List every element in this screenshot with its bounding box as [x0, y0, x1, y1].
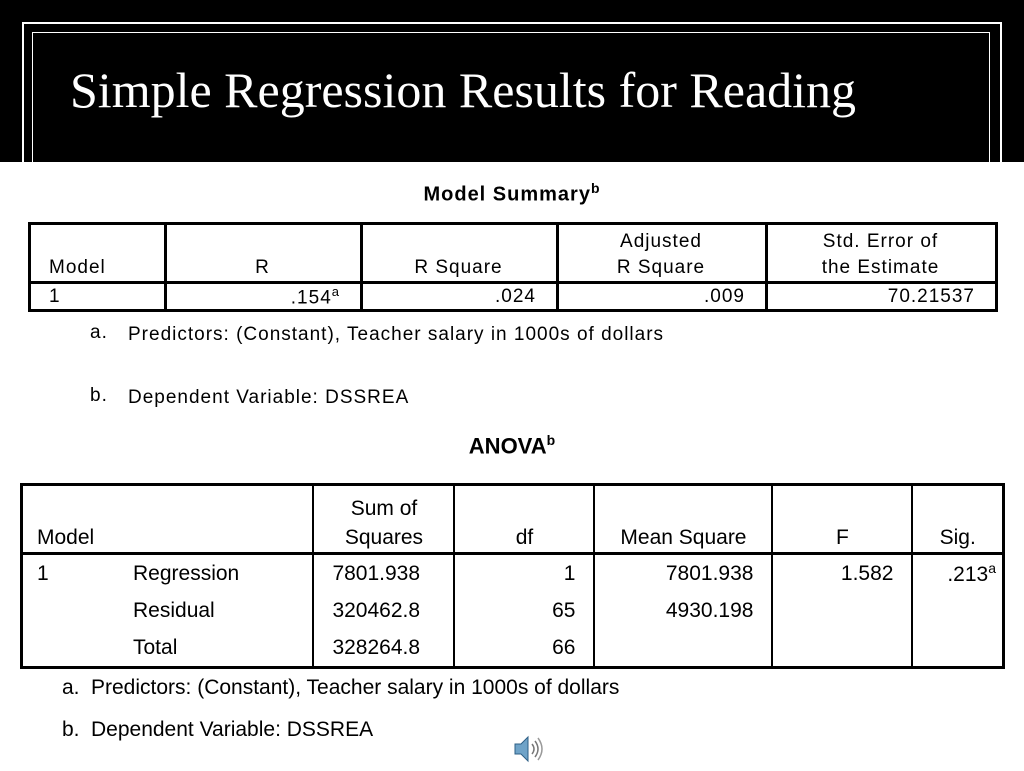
header-f: F: [772, 485, 912, 554]
cell-source: Residual: [133, 598, 215, 622]
header-model: Model: [22, 485, 314, 554]
table-row: [22, 629, 1004, 668]
header-model: Model: [30, 224, 166, 283]
cell-std-error: 70.21537: [767, 283, 997, 311]
model-summary-table: [28, 222, 998, 312]
cell-f: [772, 629, 912, 668]
header-mean-square: Mean Square: [594, 485, 772, 554]
model-summary-title: Model Summary$^b$: [423, 180, 601, 206]
cell-r: .154$^a$: [166, 283, 362, 311]
cell-sum-of-squares: 7801.938: [313, 554, 454, 593]
table-row: [22, 592, 1004, 629]
cell-f: [772, 592, 912, 629]
cell-source: Regression: [133, 561, 240, 585]
table-row: [22, 554, 1004, 593]
anova-title: ANOVA$^b$: [468, 432, 556, 459]
cell-df: 66: [454, 629, 594, 668]
slide-title: Simple Regression Results for Reading: [70, 62, 857, 118]
anova-table: [20, 483, 1005, 669]
cell-mean-square: 7801.938: [594, 554, 772, 593]
header-r-square: R Square: [362, 224, 558, 283]
header-sum-of-squares: Sum of Squares: [313, 485, 454, 554]
title-band: [0, 0, 1024, 162]
speaker-icon[interactable]: [512, 732, 546, 766]
cell-sum-of-squares: 328264.8: [313, 629, 454, 668]
table-row: [30, 283, 997, 311]
cell-f: 1.582: [772, 554, 912, 593]
cell-model: [22, 592, 134, 629]
model-summary-header-row: [30, 224, 997, 283]
model-summary-footnote-a: a. Predictors: (Constant), Teacher salary in 1000s of dollars: [90, 322, 665, 345]
cell-source: Total: [133, 635, 178, 659]
cell-mean-square: 4930.198: [594, 592, 772, 629]
cell-sig: [912, 629, 1003, 668]
anova-footnote-b: b. Dependent Variable: DSSREA: [62, 718, 374, 741]
cell-df: 65: [454, 592, 594, 629]
header-std-error: Std. Error of the Estimate: [767, 224, 997, 283]
cell-model: 1: [37, 561, 49, 585]
cell-adjusted-r-square: .009: [558, 283, 767, 311]
header-adjusted-r-square: Adjusted R Square: [558, 224, 767, 283]
cell-sig: .213$^a$: [912, 554, 1003, 593]
cell-sig: [912, 592, 1003, 629]
header-r: R: [166, 224, 362, 283]
cell-model: [22, 629, 134, 668]
header-sig: Sig.: [912, 485, 1003, 554]
cell-r-square: .024: [362, 283, 558, 311]
anova-footnote-a: a. Predictors: (Constant), Teacher salary in 1000s of dollars: [62, 676, 620, 699]
cell-mean-square: [594, 629, 772, 668]
header-df: df: [454, 485, 594, 554]
anova-header-row: [22, 485, 1004, 554]
cell-model: 1: [49, 285, 61, 307]
cell-df: 1: [454, 554, 594, 593]
model-summary-footnote-b: b. Dependent Variable: DSSREA: [90, 385, 410, 408]
cell-sum-of-squares: 320462.8: [313, 592, 454, 629]
